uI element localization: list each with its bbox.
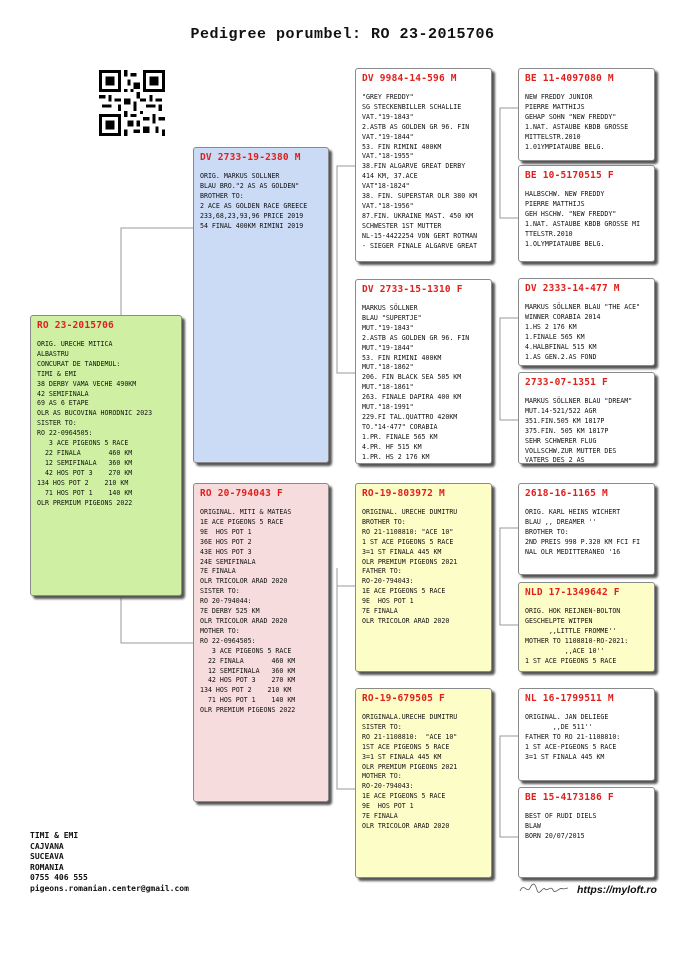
page-title: Pedigree porumbel: RO 23-2015706 xyxy=(190,26,495,43)
dam-dam-dam-card xyxy=(518,787,655,878)
pedigree-text-line: MUT.14-521/522 AGR xyxy=(525,406,597,415)
pedigree-text-line: 9E HOS POT 1 xyxy=(362,802,414,811)
pedigree-text-line: 229.FI TAL.QUATTRO 420KM xyxy=(362,412,458,421)
pedigree-text-line: ORIGINAL. URECHE DUMITRU xyxy=(362,508,458,516)
pedigree-text-line: SEHR SCHWERER FLUG xyxy=(525,436,597,445)
pedigree-text-line: 414 KM, 37.ACE xyxy=(362,172,418,181)
pedigree-text-line: 1 ST ACE PIGEONS 5 RACE xyxy=(362,537,454,546)
pedigree-text-line: 1 ST ACE-PIGEONS 5 RACE xyxy=(525,742,617,751)
pedigree-text-line: MOTHER TO: xyxy=(200,626,240,635)
pedigree-text-line: 1.AS GEN.2.AS FOND xyxy=(525,352,597,361)
pedigree-text-line: RO 21-1108810: "ACE 10" xyxy=(362,527,454,536)
pedigree-text-line: 53. FIN RIMINI 400KM xyxy=(362,142,442,151)
pedigree-text-line: ORIG. MARKUS SOLLNER xyxy=(200,172,280,180)
pedigree-text-line: GEH HSCHW. "NEW FREDDY" xyxy=(525,209,617,218)
pedigree-text-line: 3=1 ST FINALA 445 KM xyxy=(362,752,442,761)
connector-dss xyxy=(500,528,518,586)
pedigree-text-line: NEW FREDDY JUNIOR xyxy=(525,93,593,101)
pedigree-text-line: MARKUS SÖLLNER BLAU "DREAM" xyxy=(525,397,633,405)
pedigree-text-line: SISTER TO: xyxy=(37,419,77,428)
connector-ss xyxy=(337,166,355,170)
pedigree-text-line: NL-15-4422254 VON GERT ROTMAN xyxy=(362,231,478,240)
connector-sd xyxy=(337,170,355,373)
pedigree-text-line: 12 SEMIFINALA 360 KM xyxy=(37,458,133,467)
pedigree-text-line: 134 HOS POT 2 210 KM xyxy=(200,686,292,695)
pedigree-text-line: 1.FINALE 565 KM xyxy=(525,332,585,341)
ring-number: 2618-16-1165 M xyxy=(525,488,608,499)
pedigree-text-line: 1.HS 2 176 KM xyxy=(525,322,577,331)
pedigree-text-line: VOLLSCHW.ZUR MUTTER DES xyxy=(525,446,617,455)
pedigree-text-line: RO-20-794043: xyxy=(362,577,414,586)
pedigree-text-line: OLR TRICOLOR ARAD 2020 xyxy=(362,616,450,625)
sire-dam-dam-card xyxy=(518,372,655,464)
pedigree-text-line: BLAW xyxy=(525,821,541,830)
connector-dd xyxy=(337,568,355,789)
connector-ssd xyxy=(500,166,518,218)
pedigree-text-line: ,,ACE 10'' xyxy=(525,646,605,655)
sire-card xyxy=(193,147,329,463)
ring-number: DV 2733-15-1310 F xyxy=(362,284,463,295)
pedigree-text-line: 42 HOS POT 3 270 KM xyxy=(200,676,296,685)
pedigree-text-line: 9E HOS POT 1 xyxy=(362,597,414,606)
sire-sire-sire-card xyxy=(518,68,655,161)
breeder-contact xyxy=(30,831,189,894)
pedigree-text-line: CONCURAT DE TANDEMUL: xyxy=(37,359,121,368)
pedigree-text-line: 351.FIN.505 KM 1817P xyxy=(525,416,605,425)
pedigree-text-line: 1E ACE PIGEONS 5 RACE xyxy=(200,517,284,526)
pedigree-text-line: 69 AS 6 ETAPE xyxy=(37,399,89,408)
pedigree-text-line: RO 20-794044: xyxy=(200,597,252,606)
pedigree-text-line: BLAU "SUPERTJE" xyxy=(362,313,422,322)
pedigree-text-line: OLR PREMIUM PIGEONS 2022 xyxy=(37,498,133,507)
pedigree-text-line: 3=1 ST FINALA 445 KM xyxy=(525,752,605,761)
pedigree-text-line: 1.OLYMPIATAUBE BELG. xyxy=(525,239,605,248)
subject-card xyxy=(30,315,182,596)
footer-email[interactable]: pigeons.romanian.center@gmail.com xyxy=(30,883,189,893)
dam-sire-sire-card xyxy=(518,483,655,575)
pedigree-text-line: 7E FINALA xyxy=(362,607,398,616)
pedigree-text-line: 22 FINALA 460 KM xyxy=(200,656,296,665)
pedigree-text-line: MARKUS SÖLLNER xyxy=(362,304,418,312)
pedigree-text-line: 1.PR. HS 2 176 KM xyxy=(362,452,430,461)
pedigree-text-line: MOTHER TO 1108810-RO-2021: xyxy=(525,636,629,645)
pedigree-text-line: 134 HOS POT 2 210 KM xyxy=(37,478,129,487)
ring-number: RO-19-803972 M xyxy=(362,488,445,499)
pedigree-text-line: RO-20-794043: xyxy=(362,782,414,791)
pedigree-text-line: BEST OF RUDI DIELS xyxy=(525,812,597,820)
ring-number: 2733-07-1351 F xyxy=(525,377,608,388)
sire-dam-sire-card xyxy=(518,278,655,366)
ring-number: RO-19-679505 F xyxy=(362,693,445,704)
pedigree-text-line: MUT."19-1843" xyxy=(362,323,414,332)
sire-sire-card xyxy=(355,68,492,262)
pedigree-text-line: 1E ACE PIGEONS 5 RACE xyxy=(362,587,446,596)
pedigree-text-line: - SIEGER FINALE ALGARVE GREAT xyxy=(362,241,478,250)
pedigree-text-line: OLR PREMIUM PIGEONS 2021 xyxy=(362,557,458,566)
pedigree-text-line: TO."14-477" CORABIA xyxy=(362,422,438,431)
pedigree-text-line: VAT."19-1843" xyxy=(362,112,414,121)
pedigree-text-line: 9E HOS POT 1 xyxy=(200,527,252,536)
connector-dsd xyxy=(500,586,518,625)
footer-line: 0755 406 555 xyxy=(30,873,88,882)
pedigree-text-line: ORIGINALA.URECHE DUMITRU xyxy=(362,713,458,721)
pedigree-text-line: 2ND PREIS 998 P.320 KM FCI FI xyxy=(525,537,641,546)
pedigree-text-line: OLR PREMIUM PIGEONS 2021 xyxy=(362,762,458,771)
pedigree-text-line: 7E FINALA xyxy=(200,567,236,576)
pedigree-text-line: BLAU BRO."2 AS AS GOLDEN" xyxy=(200,181,300,190)
ring-number: RO 23-2015706 xyxy=(37,320,114,331)
ring-number: DV 9984-14-596 M xyxy=(362,73,457,84)
signature-image xyxy=(518,880,570,896)
pedigree-text-line: 1E ACE PIGEONS 5 RACE xyxy=(362,792,446,801)
pedigree-text-line: 375.FIN. 505 KM 1817P xyxy=(525,426,609,435)
footer-line: CAJVANA xyxy=(30,841,64,851)
ring-number: BE 11-4097080 M xyxy=(525,73,614,84)
pedigree-text-line: MOTHER TO: xyxy=(362,772,402,781)
pedigree-text-line: 87.FIN. UKRAINE MAST. 450 KM xyxy=(362,211,474,220)
pedigree-text-line: 1.NAT. ASTAUBE KBDB GROSSE MI xyxy=(525,219,641,228)
connector-sss xyxy=(500,108,518,166)
connector-ddd xyxy=(500,789,518,837)
ring-number: NLD 17-1349642 F xyxy=(525,587,620,598)
pedigree-text-line: BROTHER TO: xyxy=(200,191,244,200)
pedigree-text-line: 24E SEMIFINALA xyxy=(200,557,256,566)
pedigree-text-line: 2.ASTB AS GOLDEN GR 96. FIN xyxy=(362,122,470,131)
pedigree-text-line: PIERRE MATTHIJS xyxy=(525,199,585,208)
pedigree-text-line: 4.HALBFINAL 515 KM xyxy=(525,342,597,351)
pedigree-text-line: ,,DE 511'' xyxy=(525,722,593,731)
sire-sire-dam-card xyxy=(518,165,655,262)
pedigree-text-line: 206. FIN BLACK SEA 505 KM xyxy=(362,373,462,382)
pedigree-text-line: 3 ACE PIGEONS 5 RACE xyxy=(200,646,292,655)
dam-dam-card xyxy=(355,688,492,878)
pedigree-text-line: 1.NAT. ASTAUBE KBDB GROSSE xyxy=(525,122,629,131)
pedigree-text-line: OLR TRICOLOR ARAD 2020 xyxy=(200,577,288,586)
pedigree-text-line: MUT."18-1862" xyxy=(362,363,414,372)
pedigree-text-line: GEHAP SOHN "NEW FREDDY" xyxy=(525,112,617,121)
pedigree-text-line: VAT."19-1844" xyxy=(362,132,414,141)
pedigree-text-line: NAL OLR MEDITTERANEO '16 xyxy=(525,547,621,556)
dam-sire-card xyxy=(355,483,492,672)
pedigree-text-line: 43E HOS POT 3 xyxy=(200,547,252,556)
pedigree-text-line: 42 HOS POT 3 270 KM xyxy=(37,468,133,477)
pedigree-text-line: 263. FINALE DAPIRA 400 KM xyxy=(362,393,462,402)
pedigree-text-line: 71 HOS POT 1 140 KM xyxy=(200,696,296,705)
dam-card xyxy=(193,483,329,802)
ring-number: RO 20-794043 F xyxy=(200,488,283,499)
pedigree-text-line: PIERRE MATTHIJS xyxy=(525,102,585,111)
pedigree-text-line: HALBSCHW. NEW FREDDY xyxy=(525,190,605,198)
pedigree-text-line: ORIG. URECHE MITICA xyxy=(37,340,113,348)
connector-sdd xyxy=(500,373,518,420)
pedigree-text-line: MITTELSTR.2010 xyxy=(525,132,581,141)
pedigree-text-line: 4.PR. HF 515 KM xyxy=(362,442,422,451)
pedigree-text-line: GESCHELPTE WITPEN xyxy=(525,616,593,625)
dam-sire-dam-card xyxy=(518,582,655,672)
pedigree-text-line: 1.01YMPIATAUBE BELG. xyxy=(525,142,605,151)
pedigree-text-line: 3 ACE PIGEONS 5 RACE xyxy=(37,439,129,448)
pedigree-text-line: 36E HOS POT 2 xyxy=(200,537,252,546)
footer-line: ROMANIA xyxy=(30,862,64,872)
pedigree-text-line: SISTER TO: xyxy=(200,587,240,596)
pedigree-text-line: ORIGINAL. JAN DELIEGE xyxy=(525,713,609,721)
dam-dam-sire-card xyxy=(518,688,655,781)
pedigree-text-line: 2 ACE AS GOLDEN RACE GREECE xyxy=(200,201,308,210)
pedigree-text-line: 233,68,23,93,96 PRICE 2019 xyxy=(200,211,304,220)
pedigree-text-line: ,,LITTLE FROMME'' xyxy=(525,626,617,635)
pedigree-text-line: VATERS DES 2 AS xyxy=(525,456,585,464)
pedigree-text-line: VAT"18-1824" xyxy=(362,182,410,191)
footer-line: TIMI & EMI xyxy=(30,831,79,840)
pedigree-text-line: 38 DERBY VAMA VECHE 490KM xyxy=(37,379,137,388)
pedigree-text-line: BROTHER TO: xyxy=(362,517,406,526)
pedigree-text-line: OLR AS BUCOVINA HORODNIC 2023 xyxy=(37,409,153,418)
pedigree-text-line: 38. FIN. SUPERSTAR OLR 380 KM xyxy=(362,192,478,201)
pedigree-text-line: FATHER TO RO 21-1108810: xyxy=(525,732,621,741)
pedigree-text-line: RO 21-1108810: "ACE 10" xyxy=(362,732,458,741)
pedigree-text-line: FATHER TO: xyxy=(362,567,402,576)
pedigree-text-line: ORIGINAL. MITI & MATEAS xyxy=(200,508,292,516)
pedigree-text-line: ORIG. KARL HEINS WICHERT xyxy=(525,508,621,516)
pedigree-text-line: 38.FIN ALGARVE GREAT DERBY xyxy=(362,162,466,171)
pedigree-text-line: SCHWESTER 1ST MUTTER xyxy=(362,221,442,230)
pedigree-text-line: 71 HOS POT 1 140 KM xyxy=(37,488,133,497)
pedigree-text-line: SISTER TO: xyxy=(362,722,402,731)
pedigree-text-line: 42 SEMIFINALA xyxy=(37,389,89,398)
pedigree-text-line: 53. FIN RIMINI 400KM xyxy=(362,353,442,362)
pedigree-text-line: 2.ASTB AS GOLDEN GR 96. FIN xyxy=(362,333,470,342)
pedigree-text-line: MUT."19-1844" xyxy=(362,343,414,352)
pedigree-text-line: "GREY FREDDY" xyxy=(362,93,414,101)
ring-number: NL 16-1799511 M xyxy=(525,693,614,704)
ring-number: BE 10-5170515 F xyxy=(525,170,614,181)
pedigree-text-line: 22 FINALA 460 KM xyxy=(37,448,133,457)
pedigree-text-line: 12 SEMIFINALA 360 KM xyxy=(200,666,296,675)
pedigree-text-line: SG STECKENBILLER SCHALLIE xyxy=(362,102,462,111)
pedigree-text-line: OLR TRICOLOR ARAD 2020 xyxy=(200,616,288,625)
ring-number: BE 15-4173186 F xyxy=(525,792,614,803)
pedigree-text-line: MUT."18-1861" xyxy=(362,383,414,392)
connector-sds xyxy=(500,318,518,373)
pedigree-text-line: VAT."18-1956" xyxy=(362,201,414,210)
pedigree-text-line: TIMI & EMI xyxy=(37,369,77,378)
ring-number: DV 2733-19-2380 M xyxy=(200,152,301,163)
pedigree-text-line: ALBASTRU xyxy=(37,349,69,358)
pedigree-text-line: 1.PR. FINALE 565 KM xyxy=(362,432,438,441)
pedigree-text-line: MUT."18-1991" xyxy=(362,403,414,412)
pedigree-text-line: WINNER CORABIA 2014 xyxy=(525,312,601,321)
pedigree-text-line: RO 22-0964505: xyxy=(200,636,256,645)
connector-sire xyxy=(121,228,193,315)
pedigree-text-line: MARKUS SÖLLNER BLAU "THE ACE" xyxy=(525,303,641,311)
pedigree-text-line: VAT."18-1955" xyxy=(362,152,414,161)
sire-dam-card xyxy=(355,279,492,464)
pedigree-text-line: BLAU ,, DREAMER '' xyxy=(525,517,597,526)
pedigree-text-line: BORN 20/07/2015 xyxy=(525,831,585,840)
footer-line: SUCEAVA xyxy=(30,852,64,861)
pedigree-text-line: BROTHER TO: xyxy=(525,527,569,536)
connector-dds xyxy=(500,736,518,789)
pedigree-text-line: 1ST ACE PIGEONS 5 RACE xyxy=(362,742,450,751)
connector-dam xyxy=(121,596,193,643)
pedigree-text-line: 3=1 ST FINALA 445 KM xyxy=(362,547,442,556)
pedigree-text-line: TTELSTR.2010 xyxy=(525,229,573,238)
pedigree-text-line: OLR PREMIUM PIGEONS 2022 xyxy=(200,706,296,715)
pedigree-text-line: 1 ST ACE PIGEONS 5 RACE xyxy=(525,656,617,665)
ring-number: DV 2333-14-477 M xyxy=(525,283,620,294)
pedigree-text-line: RO 22-0964505: xyxy=(37,429,93,438)
pedigree-text-line: 7E DERBY 525 KM xyxy=(200,607,260,616)
pedigree-text-line: 7E FINALA xyxy=(362,812,398,821)
pedigree-text-line: 54 FINAL 400KM RIMINI 2019 xyxy=(200,221,304,230)
website-link[interactable]: https://myloft.ro xyxy=(577,884,657,896)
pedigree-text-line: ORIG. HOK REIJNEN-BOLTON xyxy=(525,607,621,615)
connector-ds xyxy=(337,568,355,586)
pedigree-text-line: OLR TRICOLOR ARAD 2020 xyxy=(362,821,450,830)
